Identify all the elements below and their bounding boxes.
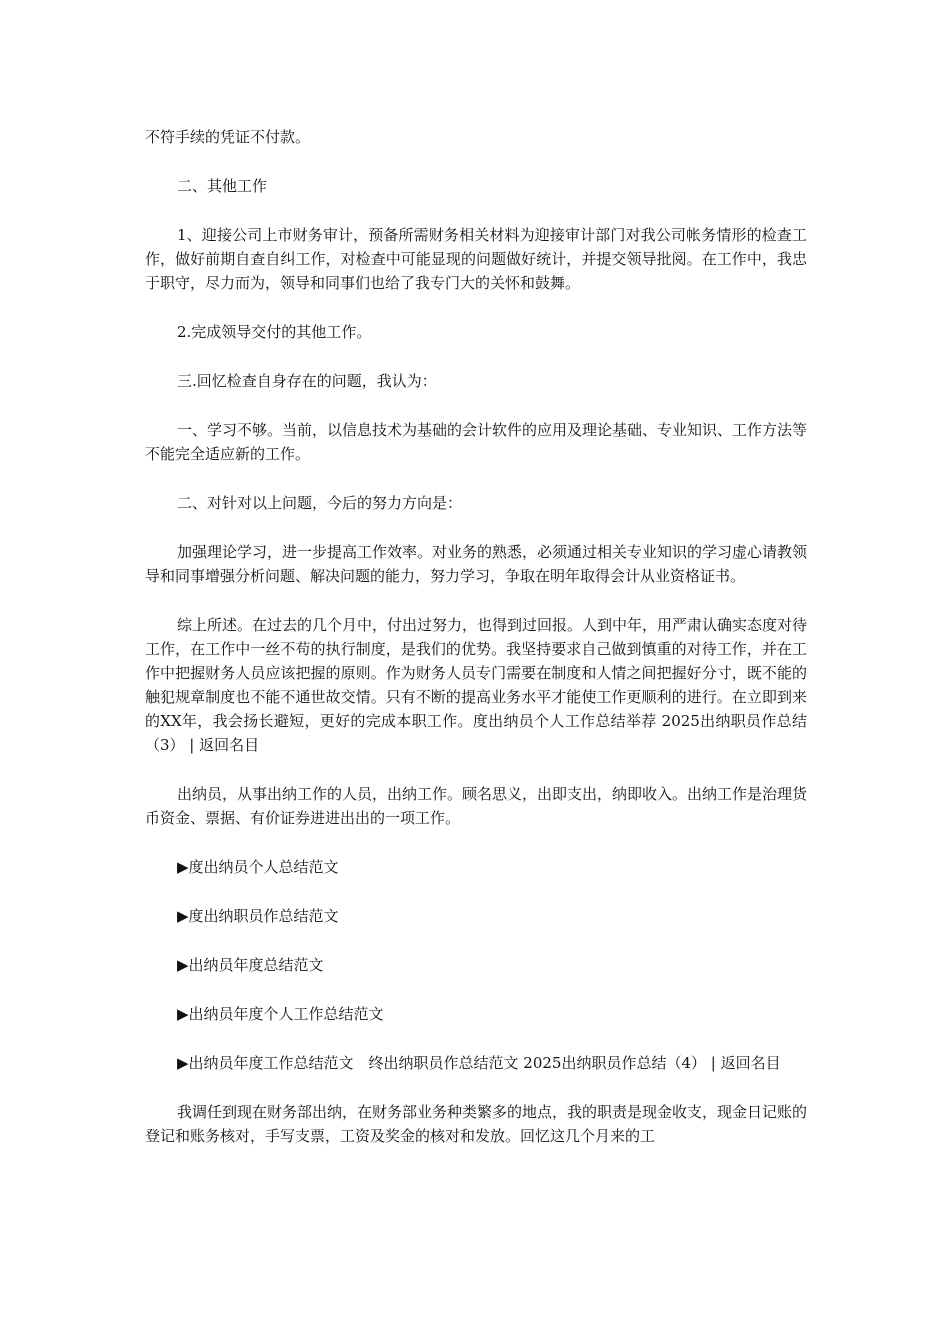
paragraph-cashier-definition: 出纳员，从事出纳工作的人员，出纳工作。顾名思义，出即支出，纳即收入。出纳工作是治理货币资金、票据、有价证券进进出出的一项工作。: [145, 785, 808, 827]
paragraph-strengthen-study: 加强理论学习，进一步提高工作效率。对业务的熟悉，必须通过相关专业知识的学习虚心请教领导和同事增强分析问题、解决问题的能力，努力学习，争取在明年取得会计从业资格证书。: [145, 543, 808, 585]
list-item[interactable]: ▶度出纳职员作总结范文: [177, 907, 339, 925]
list-item[interactable]: ▶出纳员年度工作总结范文 终出纳职员作总结范文 2025出纳职员作总结（4） | 返回名目: [177, 1054, 781, 1072]
paragraph-insufficient-study: 一、学习不够。当前，以信息技术为基础的会计软件的应用及理论基础、专业知识、工作方法等不能完全适应新的工作。: [145, 421, 808, 463]
paragraph-new-role: 我调任到现在财务部出纳，在财务部业务种类繁多的地点，我的职责是现金收支，现金日记账的登记和账务核对，手写支票，工资及奖金的核对和发放。回忆这几个月来的工: [145, 1103, 808, 1145]
document-body: [145, 125, 807, 1173]
paragraph-other-tasks: 2.完成领导交付的其他工作。: [177, 323, 372, 341]
heading-self-review: 三.回忆检查自身存在的问题，我认为：: [177, 372, 437, 390]
list-item[interactable]: ▶度出纳员个人总结范文: [177, 858, 339, 876]
paragraph-voucher-rule: 不符手续的凭证不付款。: [145, 128, 311, 146]
paragraph-audit: 1、迎接公司上市财务审计，预备所需财务相关材料为迎接审计部门对我公司帐务情形的检查工作，做好前期自查自纠工作，对检查中可能显现的问题做好统计，并提交领导批阅。在工作中，我忠于职守，尽力而为，领导和同事们也给了我专门大的关怀和鼓舞。: [145, 226, 807, 292]
list-item[interactable]: ▶出纳员年度总结范文: [177, 956, 324, 974]
list-item[interactable]: ▶出纳员年度个人工作总结范文: [177, 1005, 384, 1023]
heading-other-work: 二、其他工作: [177, 177, 268, 195]
paragraph-summary: 综上所述。在过去的几个月中，付出过努力，也得到过回报。人到中年，用严肃认确实态度对待工作，在工作中一丝不苟的执行制度，是我们的优势。我坚持要求自己做到慎重的对待工作，并在工作中把握财务人员应该把握的原则。作为财务人员专门需要在制度和人情之间把握好分寸，既不能的触犯规章制度也不能不通世故交情。只有不断的提高业务水平才能使工作更顺利的进行。在立即到来的XX年，我会扬长避短，更好的完成本职工作。度出纳员个人工作总结举荐 2025出纳职员作总结（3） | 返回名目: [145, 616, 808, 754]
heading-improvement: 二、对针对以上问题，今后的努力方向是：: [177, 494, 463, 512]
